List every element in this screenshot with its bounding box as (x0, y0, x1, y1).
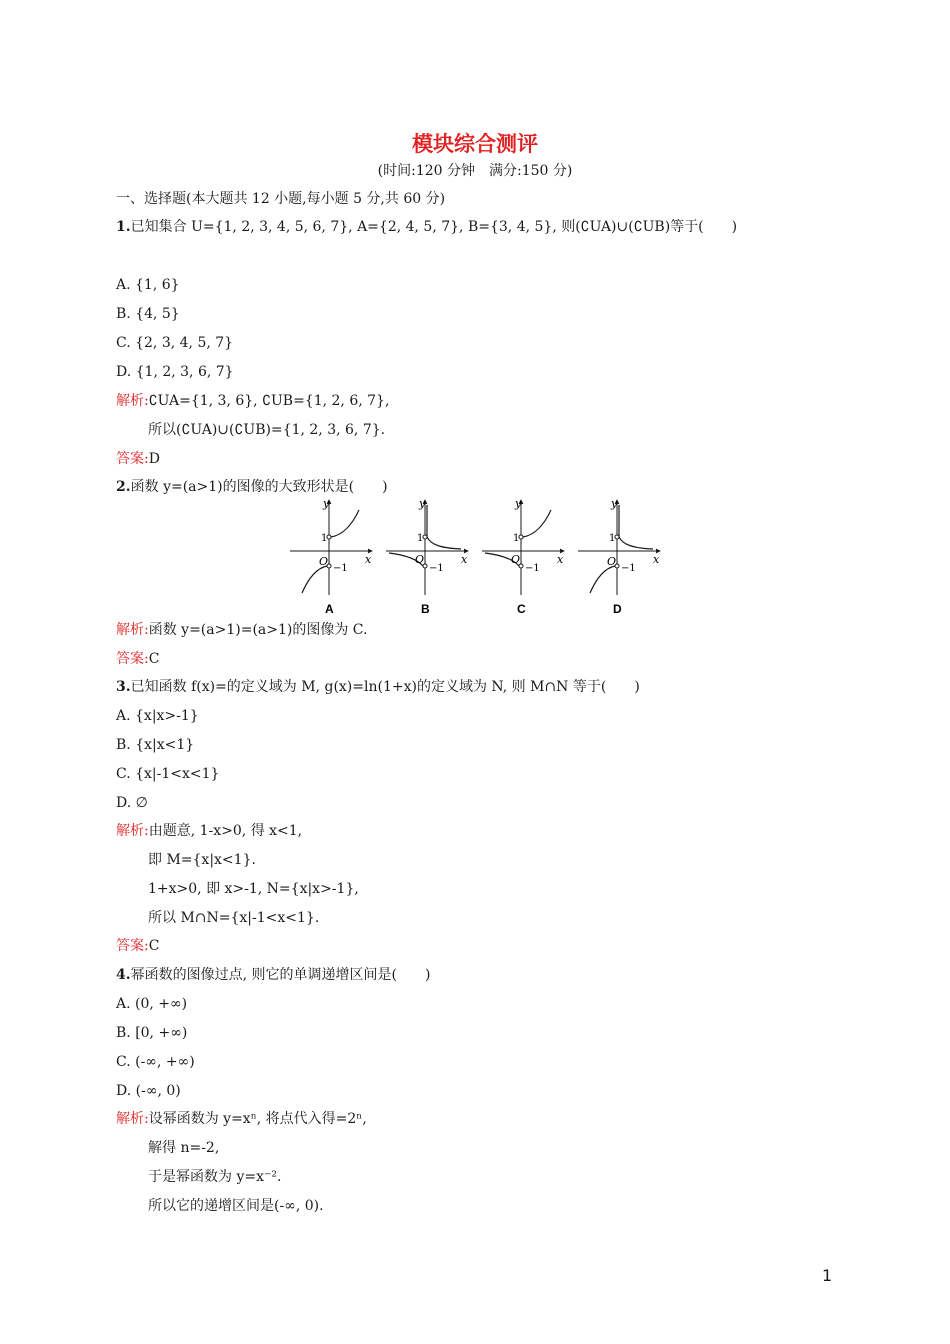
analysis-label: 解析: (116, 622, 149, 638)
answer-value: C (148, 651, 160, 667)
question-number: 3. (116, 679, 131, 695)
question-4 (116, 966, 430, 984)
question-stem: 幂函数的图像过点, 则它的单调递增区间是( ) (130, 967, 431, 983)
option-d: D. ∅ (116, 795, 148, 811)
analysis-label: 解析: (116, 393, 149, 409)
option-b: B. {4, 5} (116, 306, 180, 322)
tick-label: −1 (333, 563, 348, 574)
section-heading: 一、选择题(本大题共 12 小题,每小题 5 分,共 60 分) (116, 191, 446, 207)
tick-label: −1 (429, 563, 444, 574)
option-b: B. {x|x<1} (116, 737, 195, 753)
tick-label: 1 (321, 533, 328, 544)
tick-label: 1 (417, 533, 424, 544)
tick-label: 1 (513, 533, 520, 544)
graph-c (482, 497, 564, 616)
analysis-line: 所以它的递增区间是(-∞, 0). (148, 1198, 324, 1214)
option-d: D. {1, 2, 3, 6, 7} (116, 364, 234, 380)
origin-label: O (415, 553, 425, 566)
answer-label: 答案: (116, 651, 149, 667)
analysis-line: 设幂函数为 y=xⁿ, 将点代入得=2ⁿ, (148, 1111, 367, 1127)
tick-label: −1 (621, 563, 636, 574)
question-1 (116, 218, 737, 236)
graph-b (386, 497, 468, 616)
graph-label: D (613, 602, 622, 616)
option-c: C. {x|-1<x<1} (116, 766, 220, 782)
analysis-line: 1+x>0, 即 x>-1, N={x|x>-1}, (148, 881, 359, 897)
question-stem: 已知集合 U={1, 2, 3, 4, 5, 6, 7}, A={2, 4, 5, 7}, B={3, 4, 5}, 则(∁UA)∪(∁UB)等于( ) (130, 219, 738, 235)
axis-y-label: y (515, 497, 522, 510)
answer-value: D (148, 451, 160, 467)
question-number: 4. (116, 967, 131, 983)
question-stem: 已知函数 f(x)=的定义域为 M, g(x)=ln(1+x)的定义域为 N, 则 M∩N 等于( ) (130, 679, 640, 695)
analysis-label: 解析: (116, 823, 149, 839)
option-c: C. (-∞, +∞) (116, 1054, 195, 1070)
analysis-line: 函数 y=(a>1)=(a>1)的图像为 C. (148, 622, 368, 638)
analysis (116, 392, 389, 410)
answer-label: 答案: (116, 938, 149, 954)
answer (116, 450, 160, 468)
axis-x-label: x (365, 553, 372, 566)
option-a: A. (0, +∞) (116, 996, 188, 1012)
function-graphs-figure (287, 495, 667, 620)
analysis-label: 解析: (116, 1111, 149, 1127)
page-number: 1 (822, 1266, 833, 1285)
question-stem: 函数 y=(a>1)的图像的大致形状是( ) (130, 479, 388, 495)
origin-label: O (511, 553, 521, 566)
graph-label: C (517, 602, 526, 616)
option-d: D. (-∞, 0) (116, 1083, 181, 1099)
analysis-line: 所以 M∩N={x|-1<x<1}. (148, 910, 320, 926)
analysis-line: 由题意, 1-x>0, 得 x<1, (148, 823, 303, 839)
graphs-svg (287, 495, 667, 620)
axis-x-label: x (461, 553, 468, 566)
graph-label: A (325, 602, 334, 616)
option-a: A. {x|x>-1} (116, 708, 199, 724)
exam-info: (时间:120 分钟 满分:150 分) (377, 163, 573, 179)
analysis-line: ∁UA={1, 3, 6}, ∁UB={1, 2, 6, 7}, (148, 393, 390, 409)
graph-label: B (421, 602, 430, 616)
option-c: C. {2, 3, 4, 5, 7} (116, 335, 234, 351)
option-b: B. [0, +∞) (116, 1025, 188, 1041)
axis-y-label: y (419, 497, 426, 510)
origin-label: O (319, 555, 329, 568)
tick-label: −1 (525, 563, 540, 574)
graph-d (578, 497, 660, 616)
axis-x-label: x (653, 553, 660, 566)
axis-y-label: y (611, 497, 618, 510)
axis-y-label: y (323, 497, 330, 510)
analysis (116, 1110, 367, 1128)
option-a: A. {1, 6} (116, 277, 180, 293)
analysis-line: 即 M={x|x<1}. (148, 852, 256, 868)
answer (116, 650, 159, 668)
question-2 (116, 478, 388, 496)
question-number: 1. (116, 219, 131, 235)
analysis-line: 解得 n=-2, (148, 1140, 220, 1156)
question-number: 2. (116, 479, 131, 495)
origin-label: O (607, 555, 617, 568)
analysis-line: 所以(∁UA)∪(∁UB)={1, 2, 3, 6, 7}. (148, 422, 386, 438)
document-title: 模块综合测评 (412, 132, 538, 156)
analysis-line: 于是幂函数为 y=x⁻². (148, 1169, 282, 1185)
analysis (116, 822, 302, 840)
graph-a (290, 497, 372, 616)
answer-label: 答案: (116, 451, 149, 467)
axis-x-label: x (557, 553, 564, 566)
answer-value: C (148, 938, 160, 954)
answer (116, 937, 159, 955)
question-3 (116, 678, 640, 696)
tick-label: 1 (609, 533, 616, 544)
analysis (116, 621, 367, 639)
